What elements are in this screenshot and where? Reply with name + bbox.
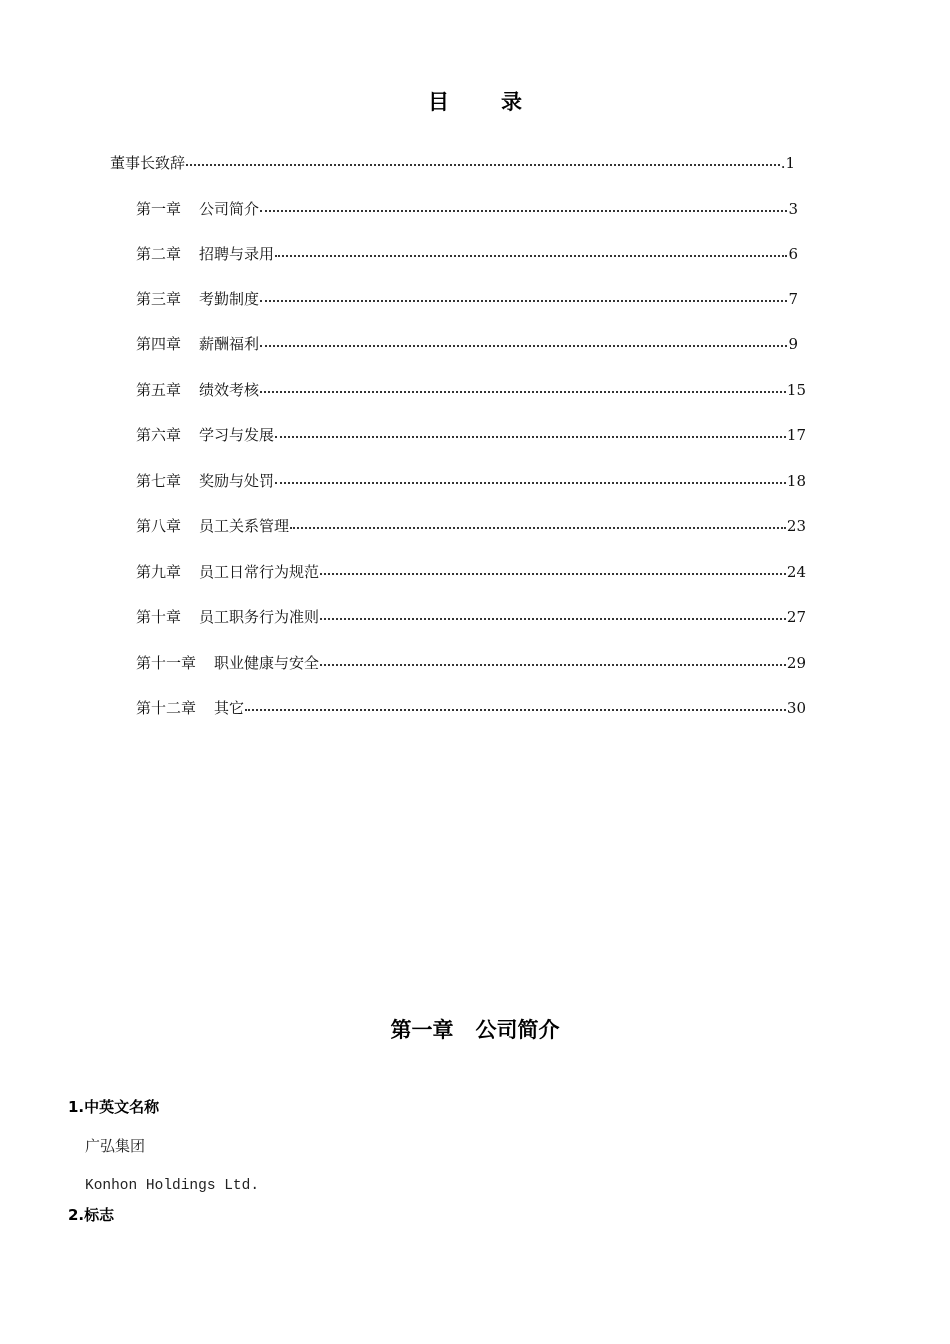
- toc-entry-page: 18: [786, 472, 806, 490]
- toc-entry-chapter-7[interactable]: [136, 470, 806, 491]
- toc-entry-chapter-2[interactable]: [136, 243, 798, 264]
- toc-entry-page: 24: [786, 563, 806, 581]
- toc-leader-dots: [245, 709, 786, 711]
- toc-title-right: 录: [501, 89, 522, 114]
- toc-entry-label: 招聘与录用: [199, 245, 275, 263]
- toc-entry-page: 9: [788, 335, 798, 353]
- toc-leader-dots: [275, 255, 787, 257]
- toc-entry-chapter-6[interactable]: [136, 424, 806, 445]
- toc-entry-label: 员工日常行为规范: [199, 563, 320, 581]
- toc-entry-label: 学习与发展: [199, 426, 275, 444]
- toc-entry-label: 考勤制度: [199, 290, 260, 308]
- toc-entry-chapter-3[interactable]: [136, 288, 798, 309]
- toc-entry-number: 第九章: [136, 563, 182, 581]
- toc-entry-page: 3: [788, 200, 798, 218]
- toc-entry-number: 第七章: [136, 472, 182, 490]
- toc-entry-label: 绩效考核: [199, 381, 260, 399]
- section-heading-names: 1.中英文名称: [68, 1098, 160, 1116]
- toc-leader-dots: [275, 482, 786, 484]
- toc-leader-dots: [290, 527, 786, 529]
- toc-entry-number: 第十一章: [136, 654, 197, 672]
- toc-entry-label: 董事长致辞: [110, 154, 186, 172]
- toc-leader-dots: [260, 345, 787, 347]
- toc-entry-page: 29: [786, 654, 806, 672]
- toc-entry-chapter-10[interactable]: [136, 606, 806, 627]
- toc-leader-dots: [320, 664, 786, 666]
- toc-entry-page: .1: [780, 154, 795, 172]
- toc-entry-label: 其它: [214, 699, 245, 717]
- toc-entry-label: 奖励与处罚: [199, 472, 275, 490]
- toc-entry-number: 第十二章: [136, 699, 197, 717]
- toc-entry-label: 公司简介: [199, 200, 260, 218]
- toc-entry-page: 30: [786, 699, 806, 717]
- toc-leader-dots: [260, 210, 787, 212]
- toc-entry-label: 薪酬福利: [199, 335, 260, 353]
- company-english-name: Konhon Holdings Ltd.: [85, 1178, 260, 1194]
- toc-entry-number: 第六章: [136, 426, 182, 444]
- toc-entry-number: 第五章: [136, 381, 182, 399]
- toc-entry-chapter-8[interactable]: [136, 515, 806, 536]
- chapter-title: [0, 1014, 950, 1044]
- toc-entry-number: 第一章: [136, 200, 182, 218]
- toc-entry-number: 第二章: [136, 245, 182, 263]
- toc-title-left: 目: [428, 89, 449, 114]
- toc-leader-dots: [260, 300, 787, 302]
- toc-entry-chapter-11[interactable]: [136, 652, 806, 673]
- toc-entry-page: 23: [786, 517, 806, 535]
- toc-entry-page: 27: [786, 608, 806, 626]
- toc-entry-label: 员工关系管理: [199, 517, 290, 535]
- toc-entry-chapter-5[interactable]: [136, 379, 806, 400]
- toc-leader-dots: [275, 436, 786, 438]
- toc-entry-page: 15: [786, 381, 806, 399]
- chapter-name: 公司简介: [475, 1017, 560, 1042]
- chapter-number: 第一章: [390, 1017, 454, 1042]
- toc-entry-number: 第四章: [136, 335, 182, 353]
- toc-entry-chairman-speech[interactable]: [110, 152, 795, 173]
- company-chinese-name: 广弘集团: [85, 1137, 146, 1155]
- toc-entry-label: 职业健康与安全: [214, 654, 320, 672]
- toc-entry-chapter-4[interactable]: [136, 333, 798, 354]
- toc-leader-dots: [320, 618, 786, 620]
- toc-entry-page: 7: [788, 290, 798, 308]
- toc-leader-dots: [186, 164, 780, 166]
- toc-entry-number: 第八章: [136, 517, 182, 535]
- toc-title: [0, 86, 950, 116]
- toc-entry-page: 17: [786, 426, 806, 444]
- toc-entry-chapter-9[interactable]: [136, 561, 806, 582]
- toc-entry-chapter-12[interactable]: [136, 697, 806, 718]
- toc-entry-label: 员工职务行为准则: [199, 608, 320, 626]
- toc-entry-page: 6: [788, 245, 798, 263]
- toc-entry-chapter-1[interactable]: [136, 198, 798, 219]
- toc-leader-dots: [260, 391, 786, 393]
- section-heading-logo: 2.标志: [68, 1206, 115, 1224]
- toc-entry-number: 第三章: [136, 290, 182, 308]
- toc-entry-number: 第十章: [136, 608, 182, 626]
- toc-leader-dots: [320, 573, 786, 575]
